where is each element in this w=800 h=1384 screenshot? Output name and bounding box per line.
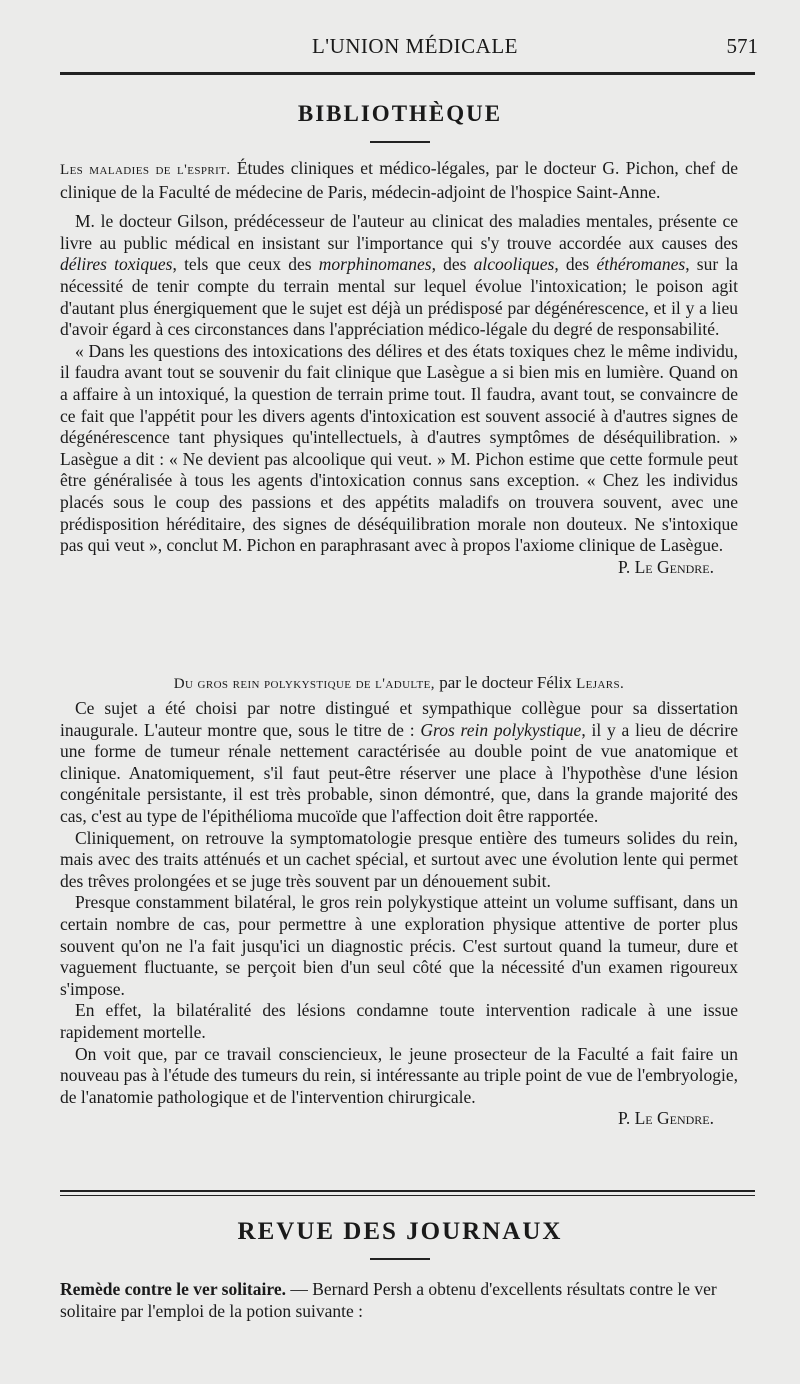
page-number: 571 [726, 34, 758, 58]
review-gros-rein-polykystique [60, 698, 738, 1130]
running-title: L'UNION MÉDICALE [311, 34, 518, 58]
section-divider [370, 141, 430, 143]
emphasis: Gros rein polykystique [420, 719, 582, 740]
text-run: , sur la nécessité de tenir compte du terrain mental sur lequel évolue l'intoxication; le poison agit d'autant plus énergiquement que le sujet est déjà un prédisposé par dégénérescence, et il y a lieu d'avoir égard à ces circonstances dans l'appréciation médico-légale du degré de responsabilité. [60, 254, 738, 340]
entry-text: — Bernard Persh a obtenu d'excellents résultats contre le ver solitaire par l'emploi de la potion suivante : [60, 1279, 717, 1321]
section-divider [370, 1258, 430, 1260]
section-title-bibliotheque: BIBLIOTHÈQUE [297, 101, 503, 126]
emphasis: éthéromanes [596, 254, 686, 275]
book-title: Du gros rein polykystique de l'adulte, [173, 676, 435, 692]
entry-title: Remède contre le ver solitaire. [60, 1279, 286, 1299]
emphasis: délires toxiques [60, 254, 173, 275]
review-heading [60, 158, 738, 203]
book-description: Études cliniques et médico-légales, par le docteur G. Pichon, chef de clinique de la Faculté de médecine de Paris, médecin-adjoint de l'hospice Saint-Anne. [60, 158, 738, 202]
text-run: M. le docteur Gilson, prédécesseur de l'auteur au clinicat des maladies mentales, présente ce livre au public médical en insistant sur l'importance qui s'y trouve accordée aux causes des [60, 211, 738, 253]
paragraph: En effet, la bilatéralité des lésions condamne toute intervention radicale à une issue rapidement mortelle. [60, 1000, 738, 1042]
emphasis: morphinomanes [318, 254, 432, 275]
text-run: , tels que ceux des [172, 254, 319, 275]
journal-entry [60, 1278, 750, 1322]
author-name: Lejars. [576, 676, 625, 692]
text-run: Ce sujet a été choisi par notre distingué et sympathique collègue pour sa dissertation inaugurale. L'auteur montre que, sous le titre de : [60, 698, 738, 740]
review-heading-gros-rein [60, 672, 738, 695]
page-header [60, 34, 770, 70]
book-title: Les maladies de l'esprit. [60, 162, 231, 178]
signature: P. Le Gendre. [618, 1108, 714, 1129]
section-separator [60, 1190, 755, 1196]
paragraph: « Dans les questions des intoxications des délires et des états toxiques chez le même individu, il faudra avant tout se souvenir du fait clinique que Lasègue a si bien mis en lumière. Quand on a affaire à un intoxiqué, la question de terrain prime tout. Il faudra, avant tout, se convaincre de ce fait que l'appétit pour les divers agents d'intoxication est souvent associé à d'autres signes de dégénérescence tant physiques qu'intellectuels, à d'autres symptômes de déséquilibration. » Lasègue a dit : « Ne devient pas alcoolique qui veut. » M. Pichon estime que cette formule peut être généralisée à tous les agents d'intoxication connus sans exception. « Chez les individus placés sous le coup des passions et des appétits maladifs on trouvera souvent, avec une prédisposition héréditaire, des signes de déséquilibration morale non douteux. Ne s'intoxique pas qui veut », conclut M. Pichon en paraphrasant avec à propos l'axiome clinique de Lasègue. [60, 340, 738, 556]
emphasis: alcooliques [473, 254, 555, 275]
paragraph: On voit que, par ce travail consciencieux, le jeune prosecteur de la Faculté a fait faire un nouveau pas à l'étude des tumeurs du rein, si intéressante au triple point de vue de l'embryologie, de l'anatomie pathologique et de l'intervention chirurgicale. [60, 1043, 738, 1107]
paragraph: Cliniquement, on retrouve la symptomatologie presque entière des tumeurs solides du rein, mais avec des traits atténués et un cachet spécial, et surtout avec une évolution lente qui permet des trêves prolongées et se juge très souvent par un dénouement subit. [60, 827, 738, 891]
book-author: par le docteur Félix [434, 673, 577, 692]
text-run: , des [431, 254, 474, 275]
paragraph: Presque constamment bilatéral, le gros rein polykystique atteint un volume suffisant, dans un certain nombre de cas, pour permettre à une exploration physique attentive de porter plus souvent qu'on ne l'a fait jusqu'ici un diagnostic précis. C'est surtout quand la tumeur, dure et vaguement fluctuante, se perçoit bien d'un seul côté que la nécessité d'un examen rigoureux s'impose. [60, 892, 738, 999]
header-rule [60, 72, 755, 75]
text-run: , des [554, 254, 597, 275]
section-title-revue-des-journaux: REVUE DES JOURNAUX [237, 1218, 563, 1245]
paragraph [60, 211, 738, 341]
paragraph [60, 698, 738, 828]
signature: P. Le Gendre. [618, 556, 714, 577]
text-run: , il y a lieu de décrire une forme de tumeur rénale nettement caractérisée au double point de vue anatomique et clinique. Anatomiquement, s'il faut peut-être réserver une place à l'hypothèse d'une lésion congénitale persistante, il est très probable, sinon démontré, que, dans la grande majorité des cas, c'est au type de l'épithélioma mucoïde que l'affection doit être rapportée. [60, 719, 738, 826]
review-les-maladies-de-l-esprit [60, 158, 738, 578]
